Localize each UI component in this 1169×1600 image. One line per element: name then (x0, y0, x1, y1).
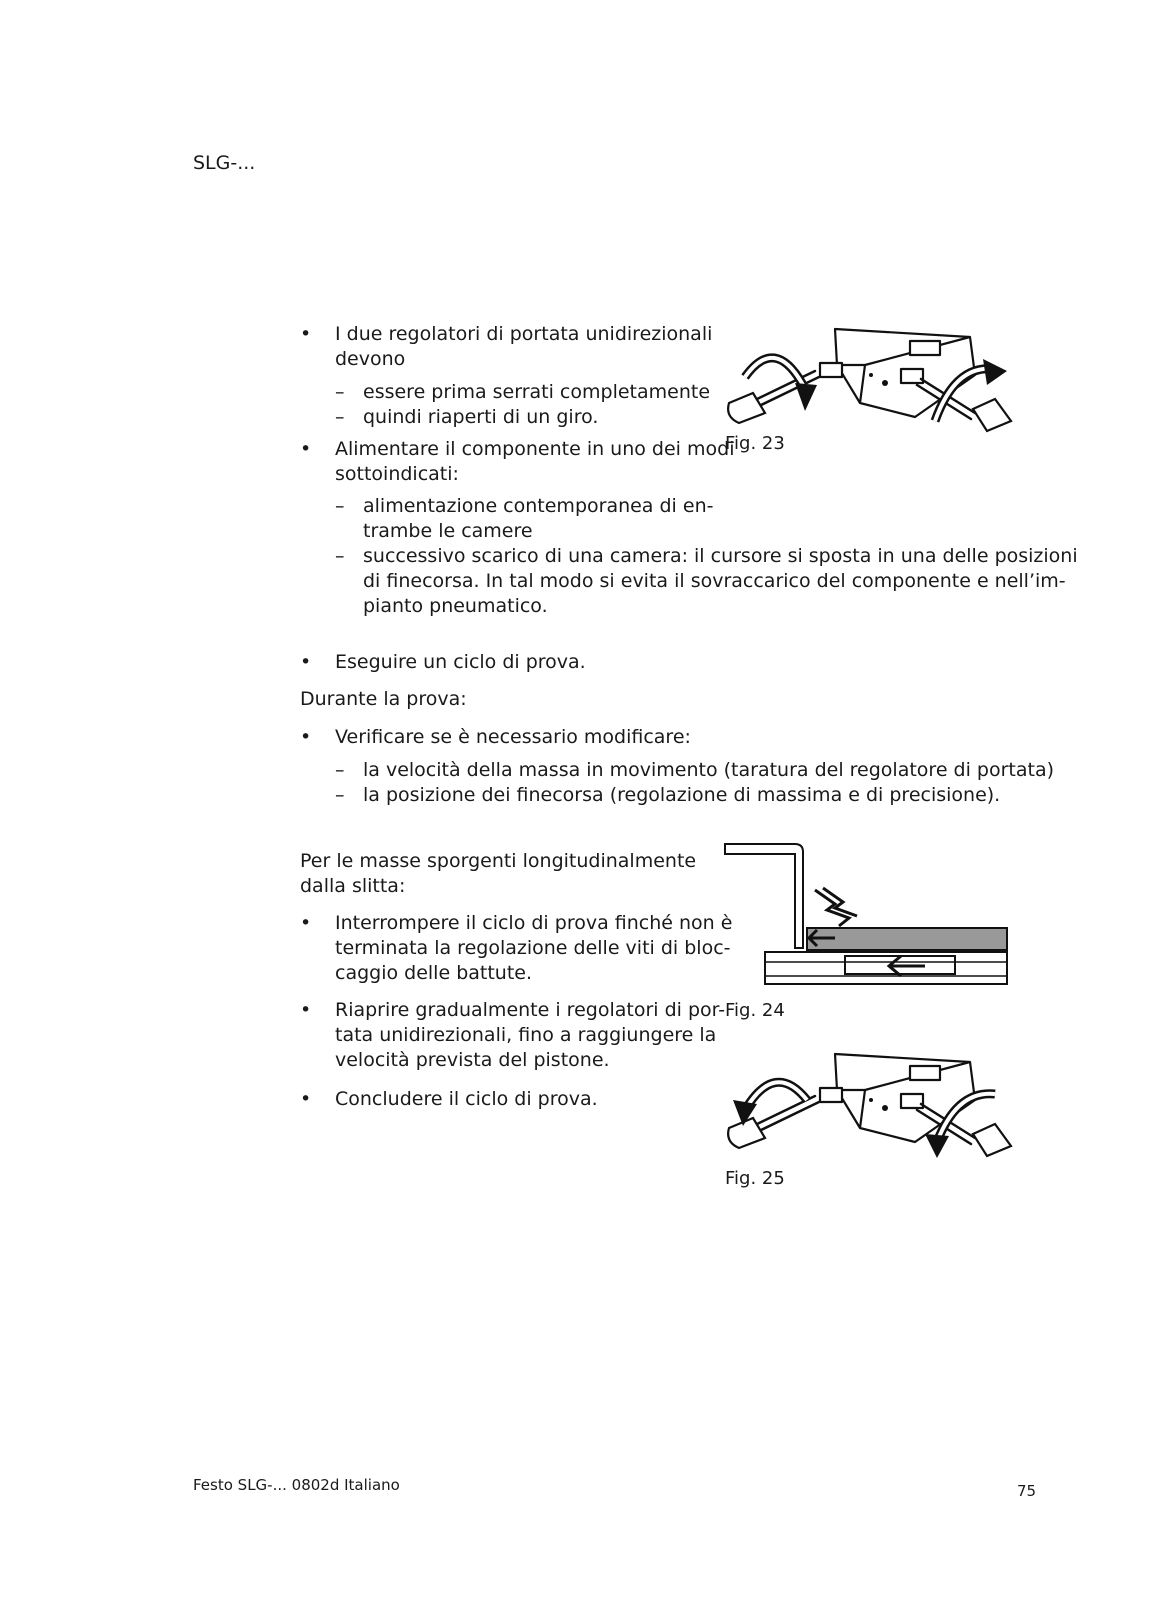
bullet-marker: • (300, 651, 312, 673)
figure-25-illustration (725, 1050, 1025, 1170)
figure-23-caption: Fig. 23 (725, 433, 785, 454)
dash-marker: – (335, 759, 345, 781)
paragraph-masses-line-2: dalla slitta: (300, 875, 406, 897)
dash-marker: – (335, 784, 345, 806)
instruction-5-line-2: terminata la regolazione delle viti di bloc- (335, 937, 731, 959)
instruction-6-line-1: Riaprire gradualmente i regolatori di por- (335, 999, 726, 1021)
instruction-5-line-1: Interrompere il ciclo di prova finché non è (335, 912, 733, 934)
bullet-marker: • (300, 1088, 312, 1110)
figure-24-illustration (725, 842, 1015, 992)
bullet-marker: • (300, 438, 312, 460)
page-number: 75 (1017, 1482, 1037, 1500)
instruction-4: Verificare se è necessario modificare: (335, 726, 691, 748)
paragraph-during-test: Durante la prova: (300, 688, 467, 710)
sub-item-4-line-1: successivo scarico di una camera: il cursore si sposta in una delle posizioni (363, 545, 1078, 567)
sub-item-5: la velocità della massa in movimento (taratura del regolatore di portata) (363, 759, 1055, 781)
sub-item-6: la posizione dei finecorsa (regolazione di massima e di precisione). (363, 784, 1001, 806)
instruction-2-line-2: sottoindicati: (335, 463, 459, 485)
sub-item-2: quindi riaperti di un giro. (363, 406, 599, 428)
dash-marker: – (335, 545, 345, 567)
sub-item-4-line-2: di finecorsa. In tal modo si evita il sovraccarico del componente e nell’im- (363, 570, 1066, 592)
sub-item-4-line-3: pianto pneumatico. (363, 595, 548, 617)
sub-item-1: essere prima serrati completamente (363, 381, 711, 403)
paragraph-masses-line-1: Per le masse sporgenti longitudinalmente (300, 850, 697, 872)
instruction-7: Concludere il ciclo di prova. (335, 1088, 598, 1110)
instruction-5-line-3: caggio delle battute. (335, 962, 533, 984)
figure-25-caption: Fig. 25 (725, 1168, 785, 1189)
bullet-marker: • (300, 999, 312, 1021)
sub-item-3-line-2: trambe le camere (363, 520, 533, 542)
bullet-marker: • (300, 323, 312, 345)
bullet-marker: • (300, 912, 312, 934)
figure-24-caption: Fig. 24 (725, 1000, 785, 1021)
footer-document-id: Festo SLG-... 0802d Italiano (193, 1476, 400, 1494)
dash-marker: – (335, 406, 345, 428)
instruction-1-line-1: I due regolatori di portata unidirezionali (335, 323, 713, 345)
figure-23-illustration (725, 325, 1025, 445)
instruction-6-line-3: velocità prevista del pistone. (335, 1049, 610, 1071)
document-header: SLG-... (193, 152, 256, 174)
instruction-3: Eseguire un ciclo di prova. (335, 651, 586, 673)
instruction-2-line-1: Alimentare il componente in uno dei modi (335, 438, 735, 460)
instruction-6-line-2: tata unidirezionali, fino a raggiungere la (335, 1024, 717, 1046)
dash-marker: – (335, 495, 345, 517)
bullet-marker: • (300, 726, 312, 748)
sub-item-3-line-1: alimentazione contemporanea di en- (363, 495, 714, 517)
instruction-1-line-2: devono (335, 348, 406, 370)
dash-marker: – (335, 381, 345, 403)
